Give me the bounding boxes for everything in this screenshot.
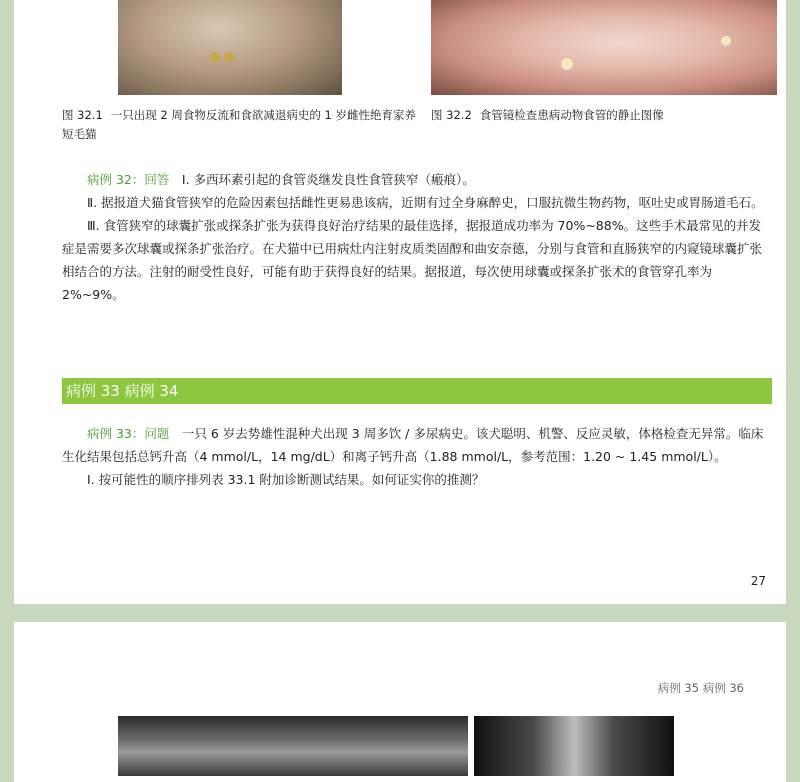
- section-banner: 病例 33 病例 34: [62, 378, 772, 404]
- answer-paragraph: Ⅱ. 据报道犬猫食管狭窄的危险因素包括雌性更易患该病，近期有过全身麻醉史，口服抗微生物药物，呕吐史或胃肠道毛石。: [87, 195, 764, 210]
- page-27: [14, 0, 786, 604]
- figure-32-1-caption: [62, 106, 422, 144]
- next-page: [14, 622, 786, 782]
- figure-32-2-caption: [431, 106, 771, 125]
- cat-photo: [118, 0, 342, 95]
- figure-caption-text: 一只出现 2 周食物反流和食欲减退病史的 1 岁雌性绝育家养短毛猫: [62, 108, 417, 141]
- lesion-spot: [561, 58, 573, 70]
- page-number: 27: [750, 574, 766, 588]
- lesion-spot: [721, 36, 731, 46]
- figure-caption-text: 食管镜检查患病动物食管的静止图像: [479, 108, 664, 122]
- figure-number: 图 32.1: [62, 108, 103, 122]
- bell-shape: [210, 52, 220, 62]
- bell-shape: [224, 52, 234, 62]
- esophagoscopy-photo: [431, 0, 777, 95]
- question-paragraph: 一只 6 岁去势雄性混种犬出现 3 周多饮 / 多尿病史。该犬聪明、机警、反应灵敏，体格检查无异常。临床生化结果包括总钙升高（4 mmol/L，14 mg/dL）和离子钙升高（1.88 mmol/L，参考范围：1.20 ~ 1.45 mmol/L）。: [62, 426, 764, 464]
- case-lead: 病例 32：回答: [87, 172, 170, 187]
- figure-number: 图 32.2: [431, 108, 472, 122]
- case-33-question: [62, 422, 772, 491]
- radiograph-ventrodorsal: [474, 716, 674, 776]
- answer-paragraph: Ⅲ. 食管狭窄的球囊扩张或探条扩张为获得良好治疗结果的最佳选择，据报道成功率为 70%~88%。这些手术最常见的并发症是需要多次球囊或探条扩张治疗。在犬猫中已用病灶内注射皮质类固醇和曲安奈德，分别与食管和直肠狭窄的内窥镜球囊扩张相结合的方法。注射的耐受性良好，可能有助于获得良好的结果。据报道，每次使用球囊或探条扩张术的食管穿孔率为 2%~9%。: [62, 218, 763, 302]
- running-header: 病例 35 病例 36: [657, 681, 744, 695]
- radiograph-lateral: [118, 716, 468, 776]
- question-paragraph: Ⅰ. 按可能性的顺序排列表 33.1 附加诊断测试结果。如何证实你的推测？: [87, 472, 485, 487]
- answer-paragraph: Ⅰ. 多西环素引起的食管炎继发良性食管狭窄（瘢痕）。: [181, 172, 475, 187]
- case-lead: 病例 33：问题: [87, 426, 170, 441]
- case-32-answer: [62, 168, 772, 306]
